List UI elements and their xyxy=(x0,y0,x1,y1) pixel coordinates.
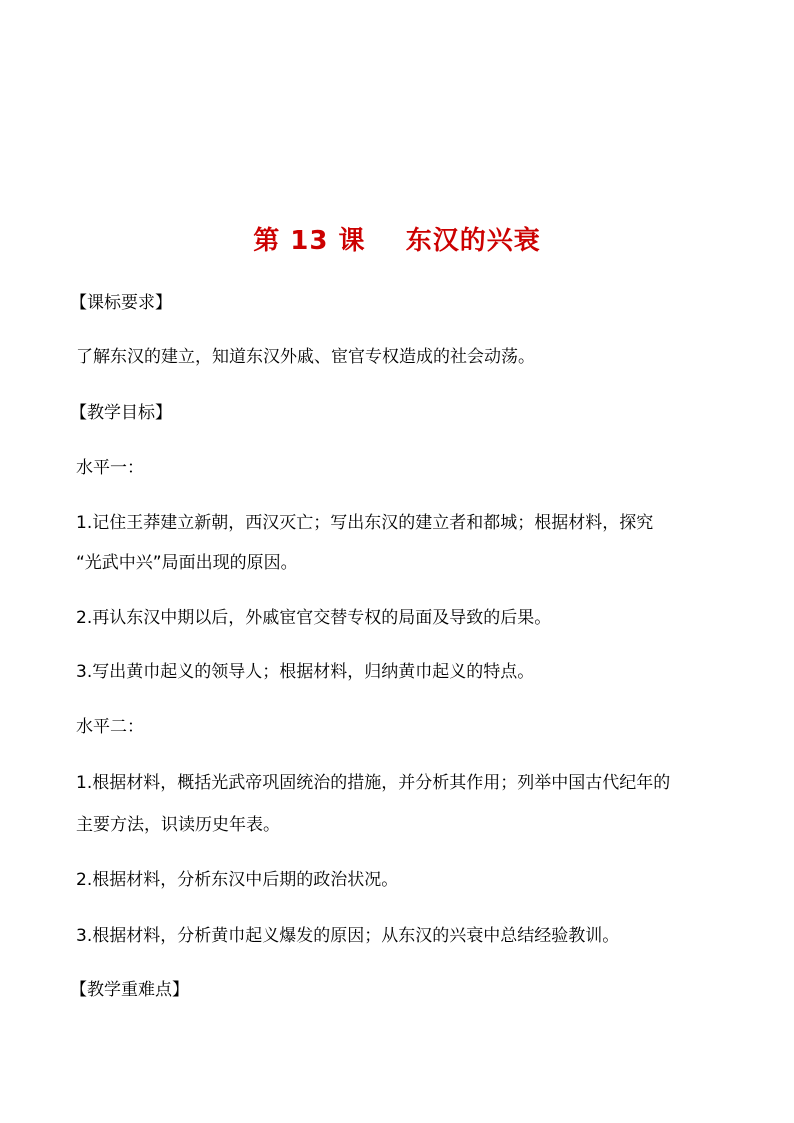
level1-item1-line2: “光武中兴”局面出现的原因。 xyxy=(76,553,298,573)
level2-label: 水平二： xyxy=(76,717,144,737)
level1-item3: 3.写出黄巾起义的领导人；根据材料，归纳黄巾起义的特点。 xyxy=(76,662,535,682)
level2-item1-line1: 1.根据材料，概括光武帝巩固统治的措施，并分析其作用；列举中国古代纪年的 xyxy=(76,773,671,793)
objectives-heading: 【教学目标】 xyxy=(70,403,172,423)
page-title: 第 13 课 东汉的兴衰 xyxy=(253,226,541,256)
curriculum-text: 了解东汉的建立，知道东汉外戚、宦官专权造成的社会动荡。 xyxy=(76,347,535,367)
level2-item2: 2.根据材料，分析东汉中后期的政治状况。 xyxy=(76,870,399,890)
level1-item1-line1: 1.记住王莽建立新朝，西汉灭亡；写出东汉的建立者和都城；根据材料，探究 xyxy=(76,513,654,533)
level2-item3: 3.根据材料，分析黄巾起义爆发的原因；从东汉的兴衰中总结经验教训。 xyxy=(76,926,620,946)
level1-label: 水平一： xyxy=(76,458,144,478)
curriculum-heading: 【课标要求】 xyxy=(70,293,172,313)
level1-item2: 2.再认东汉中期以后，外戚宦官交替专权的局面及导致的后果。 xyxy=(76,608,552,628)
level2-item1-line2: 主要方法，识读历史年表。 xyxy=(76,815,280,835)
keypoints-heading: 【教学重难点】 xyxy=(70,980,189,1000)
